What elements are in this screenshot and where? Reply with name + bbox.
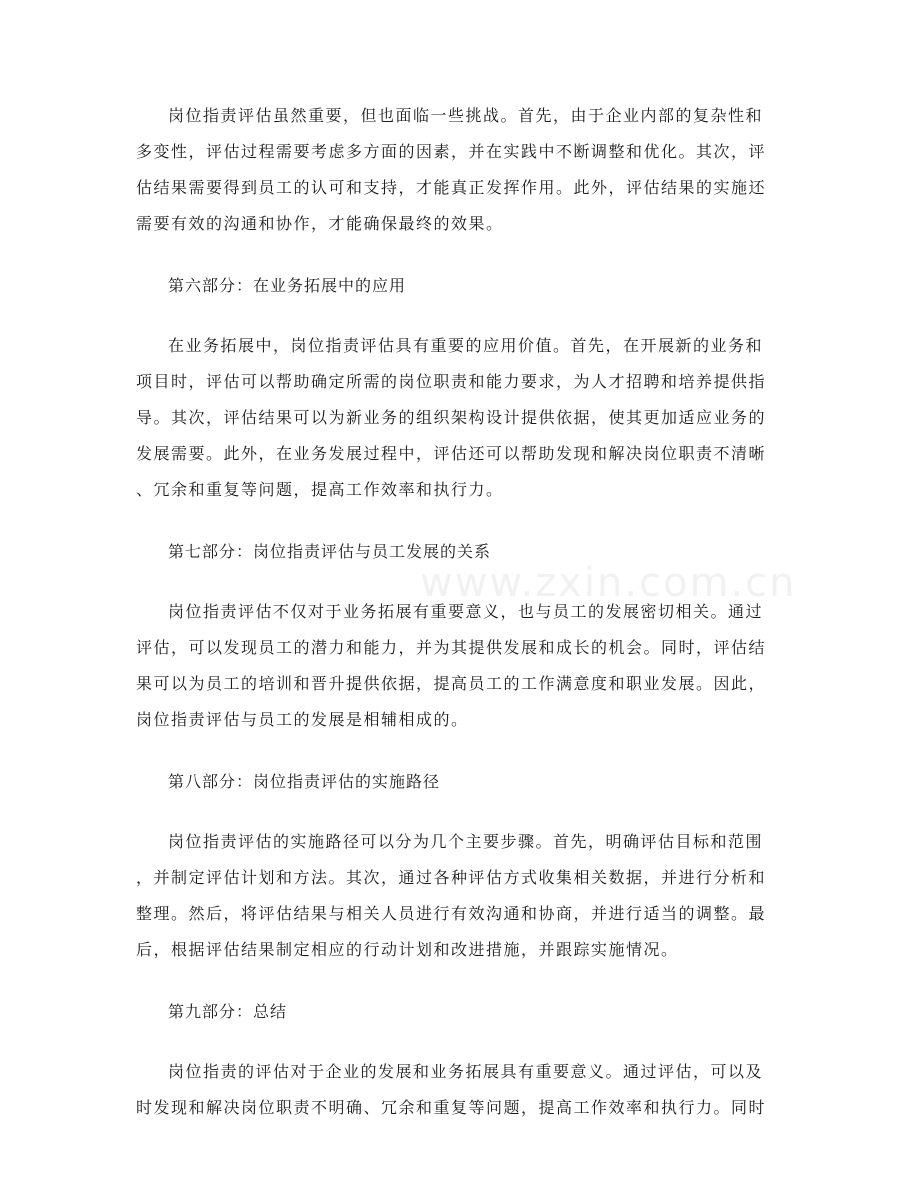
paragraph-summary: 岗位指责的评估对于企业的发展和业务拓展具有重要意义。通过评估，可以及 时发现和解决岗位职责不明确、冗余和重复等问题，提高工作效率和执行力。同时 [136,1062,767,1117]
paragraph-implementation-path: 岗位指责评估的实施路径可以分为几个主要步骤。首先，明确评估目标和范围 ，并制定评估计划和方法。其次，通过各种评估方式收集相关数据，并进行分析和 整理。然后，将评估结果与相关人员进行有效沟通和协商，并进行适当的调整。最 后，根据评估结果制定相应的行动计划和改进措施，并跟踪实施情况。 [136,832,767,959]
paragraph-employee-development: 岗位指责评估不仅对于业务拓展有重要意义，也与员工的发展密切相关。通过 评估，可以发现员工的潜力和能力，并为其提供发展和成长的机会。同时，评估结 果可以为员工的培训和晋升提供依据，提高员工的工作满意度和职业发展。因此， 岗位指责评估与员工的发展是相辅相成的。 [136,602,767,729]
document-page [136,98,786,1152]
watermark-text: www.zxin.com.cn [420,560,797,606]
paragraph-challenges: 岗位指责评估虽然重要，但也面临一些挑战。首先，由于企业内部的复杂性和 多变性，评估过程需要考虑多方面的因素，并在实践中不断调整和优化。其次，评 估结果需要得到员工的认可和支持，才能真正发挥作用。此外，评估结果的实施还 需要有效的沟通和协作，才能确保最终的效果。 [136,106,767,233]
heading-part-six: 第六部分：在业务拓展中的应用 [168,276,407,295]
heading-part-seven: 第七部分：岗位指责评估与员工发展的关系 [168,542,492,561]
heading-part-nine: 第九部分：总结 [168,1002,288,1021]
paragraph-business-expansion: 在业务拓展中，岗位指责评估具有重要的应用价值。首先，在开展新的业务和 项目时，评估可以帮助确定所需的岗位职责和能力要求，为人才招聘和培养提供指 导。其次，评估结果可以为新业务的组织架构设计提供依据，使其更加适应业务的 发展需要。此外，在业务发展过程中，评估还可以帮助发现和解决岗位职责不清晰 、冗余和重复等问题，提高工作效率和执行力。 [136,336,767,499]
heading-part-eight: 第八部分：岗位指责评估的实施路径 [168,772,441,791]
